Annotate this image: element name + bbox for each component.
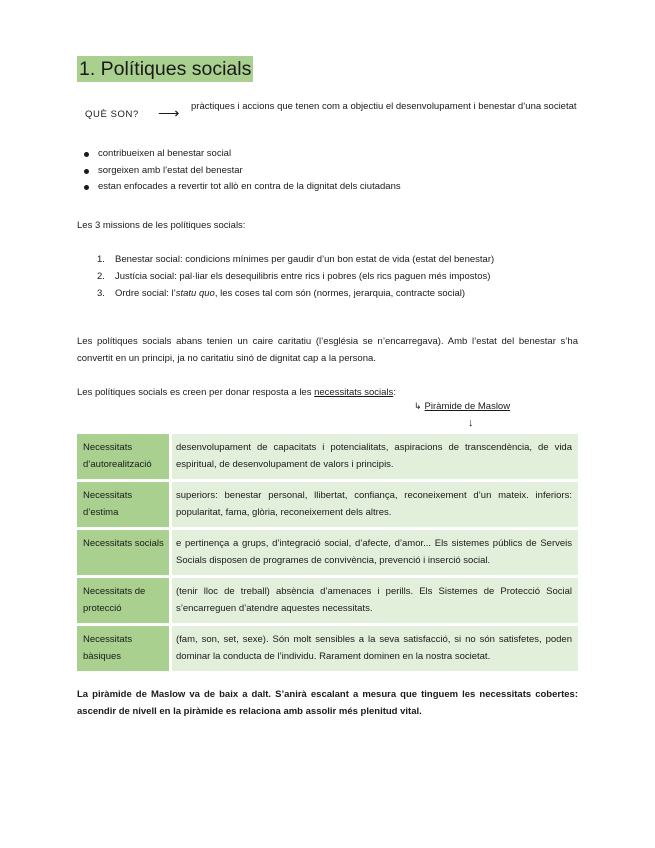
list-item: contribueixen al benestar social xyxy=(82,146,401,163)
bullet-icon xyxy=(84,152,89,157)
hook-arrow-icon: ↳ xyxy=(414,401,422,411)
section-title: 1. Polítiques socials xyxy=(79,58,252,80)
need-name: Necessitats de protecció xyxy=(77,578,172,626)
need-description: (tenir lloc de treball) absència d’amenaces i perills. Els Sistemes de Protecció Social s’encarreguen d’atendre aquestes necessitats. xyxy=(172,578,578,626)
table-row xyxy=(77,434,578,482)
item-number: 2. xyxy=(97,271,105,282)
missions-intro: Les 3 missions de les polítiques socials: xyxy=(77,220,246,231)
need-name: Necessitats socials xyxy=(77,530,172,578)
item-number: 3. xyxy=(97,288,105,299)
item-number: 1. xyxy=(97,254,105,265)
paragraph-needs: Les polítiques socials es creen per donar resposta a les necessitats socials: xyxy=(77,387,396,398)
list-item xyxy=(97,251,494,268)
list-item: estan enfocades a revertir tot allò en contra de la dignitat dels ciutadans xyxy=(82,179,401,196)
paragraph-charity: Les polítiques socials abans tenien un caire caritatiu (l’església se n’encarregava). Amb l’estat del benestar s’ha convertit en un principi, ja no caritatiu sinó de dignitat cap a la persona. xyxy=(77,336,578,364)
missions-list xyxy=(97,251,494,302)
need-name: Necessitats d’autorealització xyxy=(77,434,172,482)
list-item: sorgeixen amb l’estat del benestar xyxy=(82,163,401,180)
list-item xyxy=(97,268,494,285)
need-name: Necessitats bàsiques xyxy=(77,626,172,674)
table-row xyxy=(77,578,578,626)
need-description: superiors: benestar personal, llibertat, confiança, reconeixement d’un mateix. inferiors: popularitat, fama, glòria, reconeixement dels altres. xyxy=(172,482,578,530)
table-row xyxy=(77,626,578,674)
bullet-icon xyxy=(84,169,89,174)
maslow-label: Piràmide de Maslow xyxy=(424,401,511,412)
maslow-needs-table xyxy=(77,434,578,674)
conclusion-paragraph: La piràmide de Maslow va de baix a dalt. S’anirà escalant a mesura que tinguem les necessitats cobertes: ascendir de nivell en la piràmide es relaciona amb assolir més plenitud vital. xyxy=(77,689,578,717)
characteristics-list xyxy=(82,146,401,196)
maslow-reference xyxy=(414,401,510,412)
bullet-icon xyxy=(84,185,89,190)
necessitats-socials-text: necessitats socials xyxy=(314,387,394,398)
table-row xyxy=(77,482,578,530)
item-text: Benestar social: condicions mínimes per gaudir d’un bon estat de vida (estat del benestar) xyxy=(115,254,495,265)
need-description: desenvolupament de capacitats i potencialitats, aspiracions de transcendència, de vida espiritual, de desenvolupament de valors i principis. xyxy=(172,434,578,482)
right-arrow-icon: ⟶ xyxy=(158,105,180,122)
list-item xyxy=(97,285,494,302)
table-row xyxy=(77,530,578,578)
what-label: QUÈ SON? xyxy=(85,109,139,120)
item-text: Justícia social: pal·liar els desequilibris entre rics i pobres (els rics paguen més impostos) xyxy=(115,271,491,282)
need-description: e pertinença a grups, d’integració social, d’afecte, d’amor... Els sistemes públics de Serveis Socials disposen de programes de convivència, prevenció i inserció social. xyxy=(172,530,578,578)
definition-text: pràctiques i accions que tenen com a objectiu el desenvolupament i benestar d’una societat xyxy=(191,101,577,112)
item-text: Ordre social: l’statu quo, les coses tal com són (normes, jerarquia, contracte social) xyxy=(115,288,466,299)
down-arrow-icon: ↓ xyxy=(468,417,474,429)
need-name: Necessitats d’estima xyxy=(77,482,172,530)
need-description: (fam, son, set, sexe). Són molt sensibles a la seva satisfacció, si no són satisfetes, poden dominar la conducta de l’individu. Rarament dominen en la nostra societat. xyxy=(172,626,578,674)
